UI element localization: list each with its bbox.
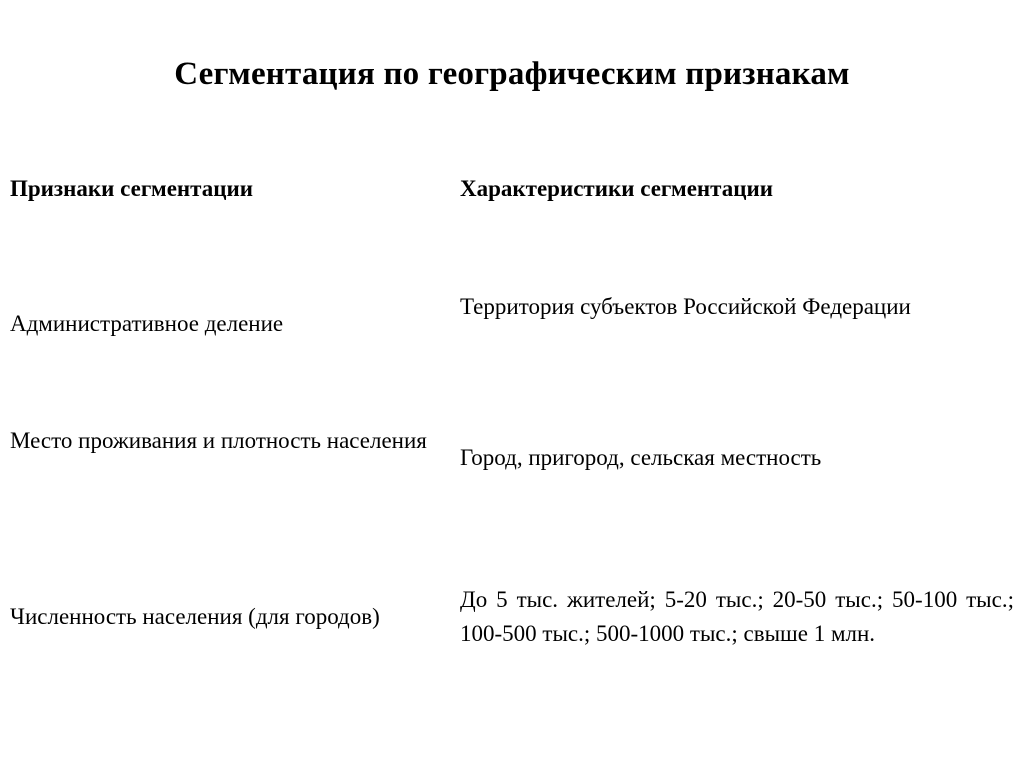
table-row-criterion: Численность населения (для городов) [10, 604, 380, 629]
table-row-characteristic: Территория субъектов Российской Федерации [460, 294, 911, 319]
table-row-criterion: Место проживания и плотность населения [10, 428, 427, 453]
slide-title: Сегментация по географическим признакам [174, 56, 850, 92]
table-row-criterion [10, 290, 440, 358]
table-row-characteristic [460, 424, 1014, 492]
characteristic-text: Город, пригород, сельская местность [460, 445, 822, 470]
characteristics-header: Характеристики сегментации [460, 176, 774, 201]
criteria-header: Признаки сегментации [10, 176, 253, 201]
table-row-characteristic: До 5 тыс. жителей; 5-20 тыс.; 20-50 тыс.; 50-100 тыс.; 100-500 тыс.; 500-1000 тыс.; свыше 1 млн. [460, 587, 1014, 646]
criterion-text: Административное деление [10, 311, 284, 336]
